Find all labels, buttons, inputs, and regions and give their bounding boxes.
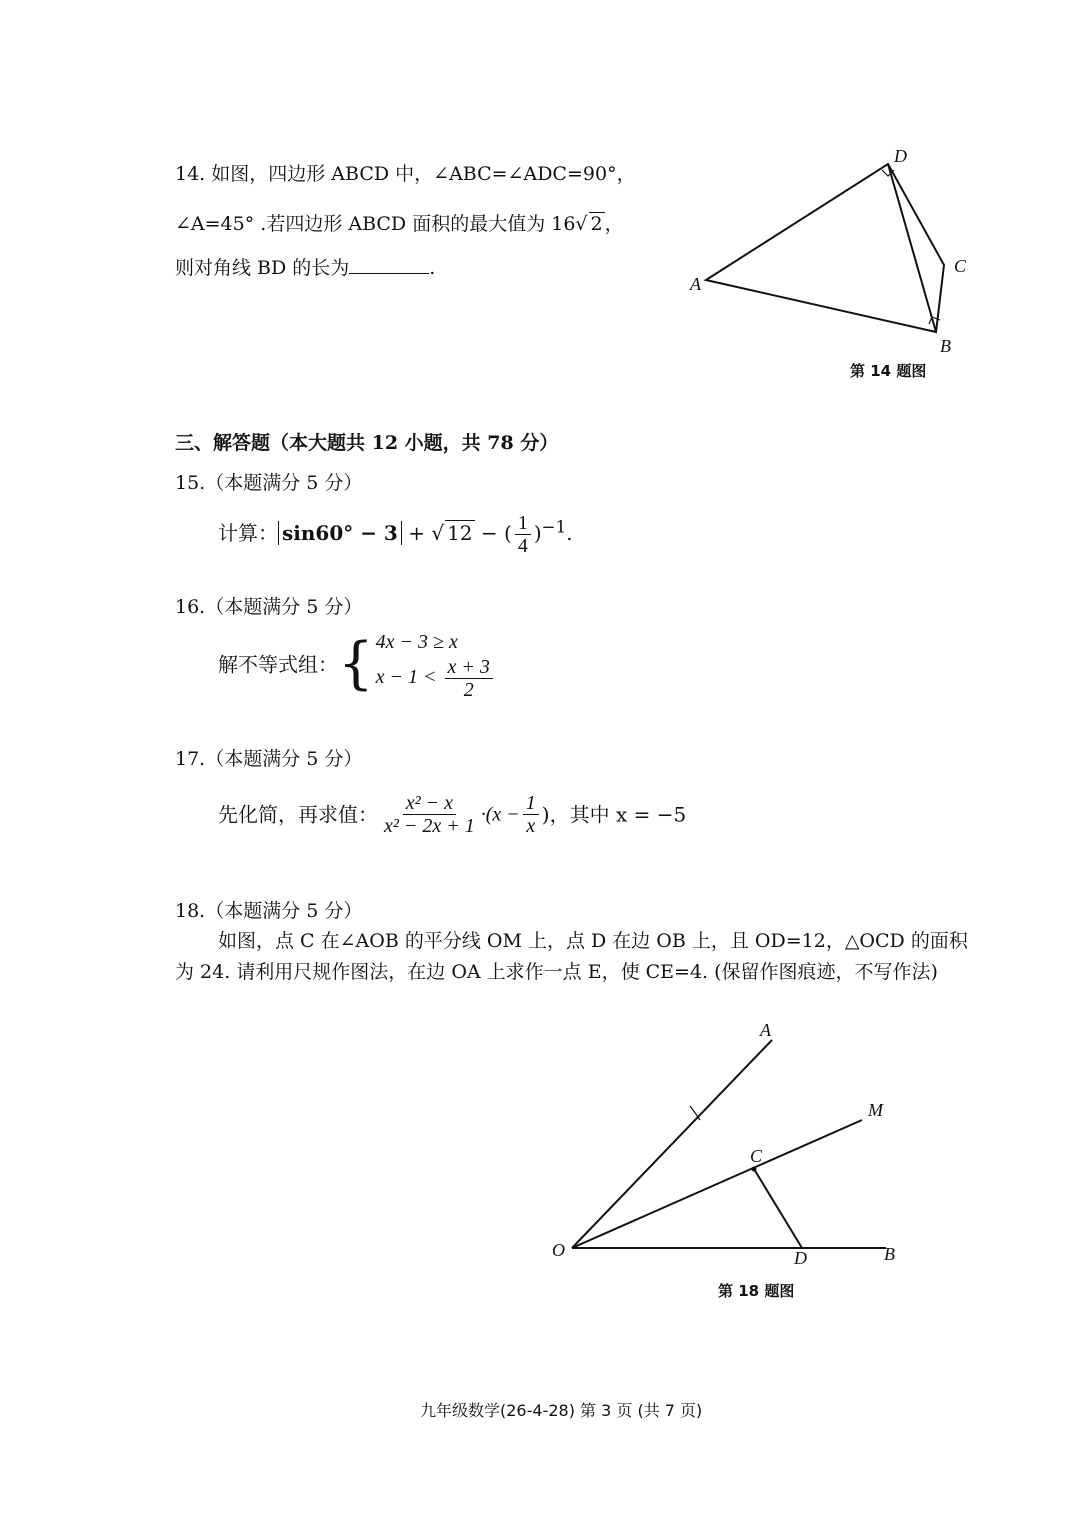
q18-figure-caption: 第 18 题图 [718,1282,795,1300]
q16-header: 16.（本题满分 5 分） [175,596,363,618]
q18-text-2: 为 24. 请利用尺规作图法，在边 OA 上求作一点 E，使 CE=4. (保留作图痕迹，不写作法) [175,961,938,983]
q14-period: . [429,257,436,279]
q15-prefix: 计算： [218,521,278,545]
q14-line3 [175,257,435,280]
q18-label-c: C [750,1146,763,1166]
q14-text-3: 则对角线 BD 的长为 [175,257,350,279]
q17-suffix: )，其中 x = −5 [541,802,687,827]
q18-label-m: M [868,1100,883,1120]
q16-frac-num: x + 3 [445,656,493,679]
q14-label-c: C [954,256,967,276]
q16-frac-den: 2 [463,679,474,701]
q14-text-1: 14. 如图，四边形 ABCD 中，∠ABC=∠ADC=90°， [175,163,636,185]
q18-ray-oa [572,1040,772,1248]
q15-fraction [515,512,531,557]
page-footer: 九年级数学(26-4-28) 第 3 页 (共 7 页) [420,1401,703,1420]
q16-frac [445,656,493,701]
q14-text-2: ∠A=45° .若四边形 ABCD 面积的最大值为 16 [175,213,576,235]
q18-point-c [752,1167,757,1172]
q17-frac1 [381,792,478,837]
q18-header: 18.（本题满分 5 分） [175,900,363,922]
q14-label-d: D [894,146,907,166]
q17-expression [218,792,686,837]
q18-text-1: 如图，点 C 在∠AOB 的平分线 OM 上，点 D 在边 OB 上，且 OD=12，△OCD 的面积 [218,930,968,952]
q14-figure [670,140,990,360]
q14-line1 [175,163,636,186]
q14-figure-caption: 第 14 题图 [850,362,927,380]
q14-line2: ∠A=45° .若四边形 ABCD 面积的最大值为 16√ 2 ， [175,213,624,235]
q15-minus: − ( [474,521,512,545]
q18-segment-cd [754,1169,802,1248]
q15-exponent: −1 [541,517,567,537]
q18-arc-mark [690,1106,700,1120]
q15-end: . [566,521,573,545]
q18-figure [540,1010,920,1270]
q16-system [218,628,496,701]
q15-header: 15.（本题满分 5 分） [175,472,363,494]
q15-abs: sin60° − 3 [278,521,402,545]
q15-sqrt: 12 [447,521,473,545]
q16-ineq2 [376,656,496,701]
q18-label-a: A [760,1020,771,1040]
q17-frac2 [523,792,539,837]
q17-header: 17.（本题满分 5 分） [175,748,363,770]
q14-label-a: A [690,274,701,294]
q16-inequalities [376,628,496,701]
q17-prefix: 先化简，再求值： [218,802,378,827]
q15-plus: + [401,521,432,545]
q14-diagonal-bd [888,164,936,332]
section3-title: 三、解答题（本大题共 12 小题，共 78 分） [175,432,559,454]
q16-brace: { [338,631,374,697]
q17-frac2-num: 1 [523,792,539,815]
q14-sqrt: 2 [590,213,603,235]
q14-text-2b: ， [604,213,624,235]
q15-frac-num: 1 [515,512,531,535]
q17-frac1-den: x² − 2x + 1 [384,815,475,837]
q18-label-o: O [552,1240,565,1260]
q18-label-b: B [884,1244,895,1264]
q16-ineq2-left: x − 1 < [375,666,442,689]
q15-close: ) [533,521,542,545]
q16-prefix: 解不等式组： [218,652,338,677]
q14-answer-blank[interactable] [349,257,429,274]
q17-frac2-den: x [526,815,536,837]
q15-expression: 计算： sin60° − 3 + √ 12 − ( $\frac{1}{4}$ )$^{-1}$. [218,512,573,557]
q14-label-b: B [940,336,951,356]
q14-quadrilateral [706,164,944,332]
q18-label-d: D [794,1248,807,1268]
q17-frac1-num: x² − x [403,792,456,815]
q18-ray-om [572,1120,862,1248]
q15-frac-den: 4 [517,535,528,557]
q16-ineq1: 4x − 3 ≥ x [375,631,458,653]
q17-dot-open: ·(x − [480,803,520,826]
